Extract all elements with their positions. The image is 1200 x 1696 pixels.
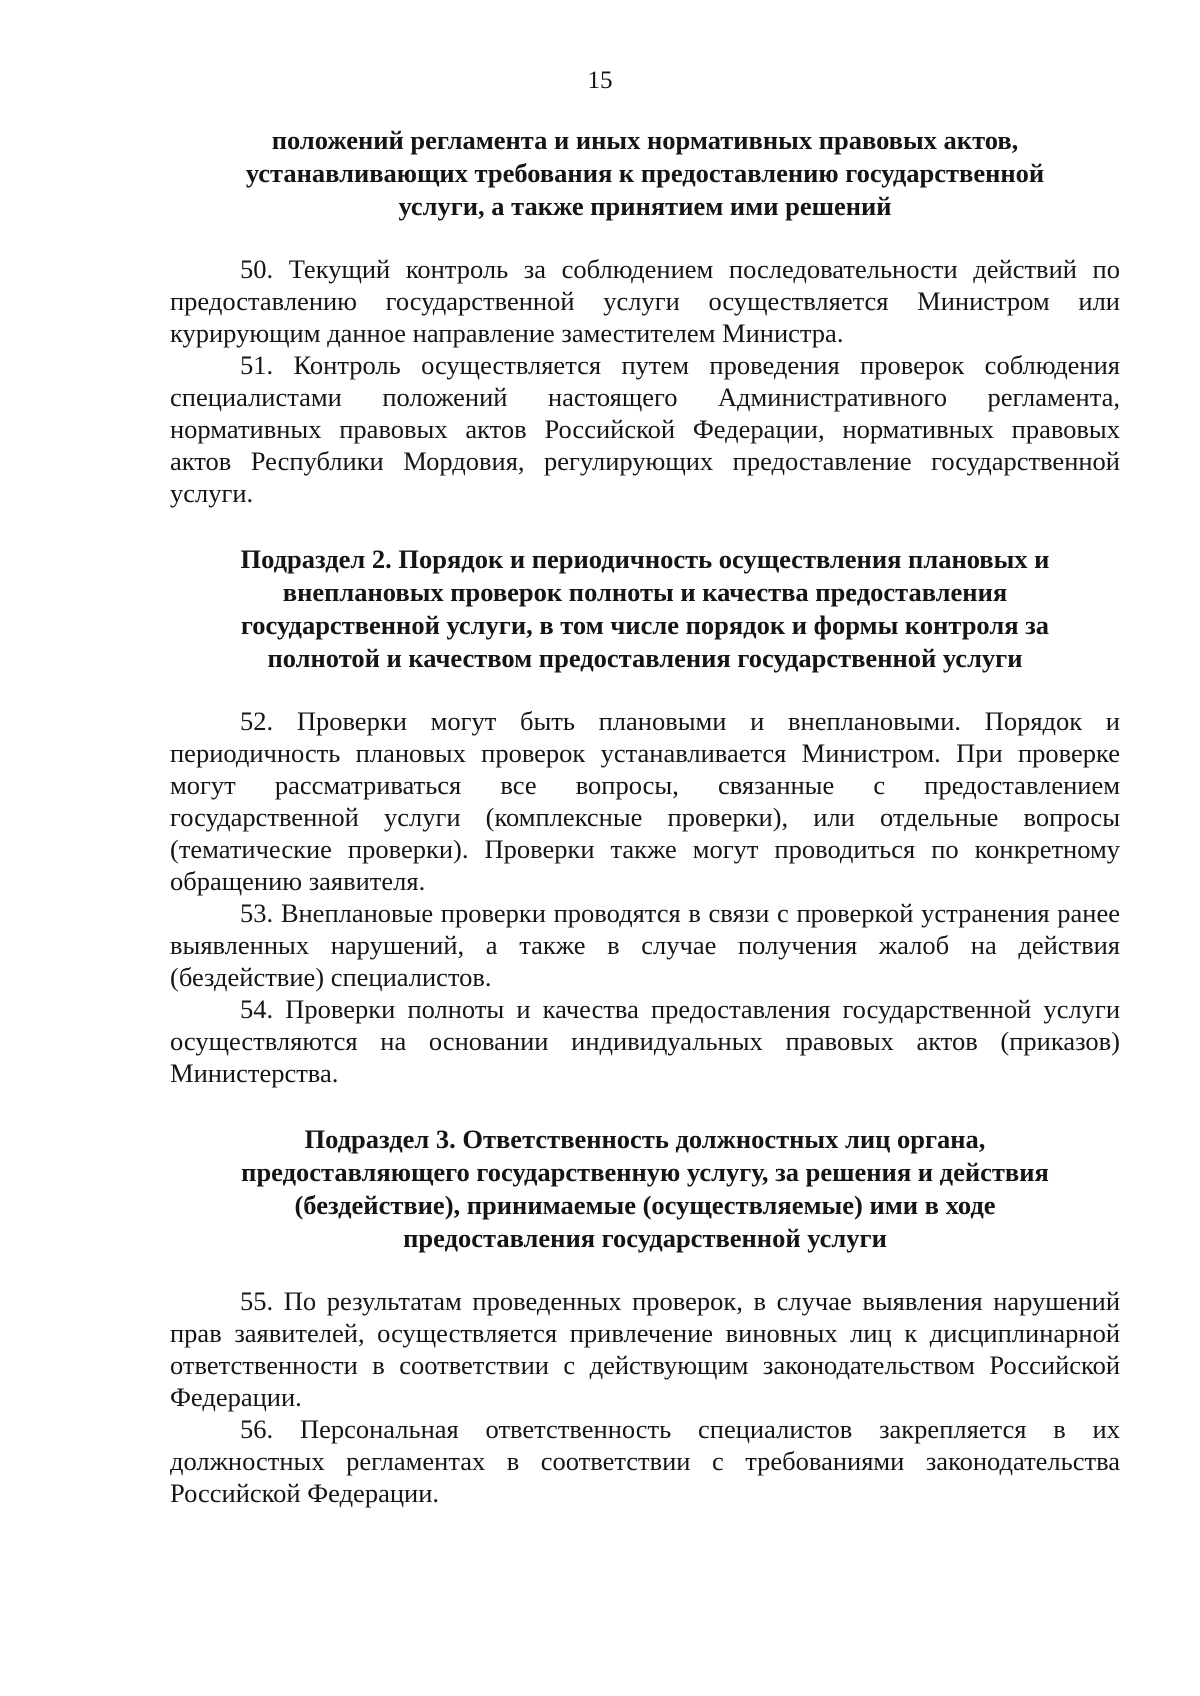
paragraph-56: 56. Персональная ответственность специалистов закрепляется в их должностных регламентах в соответствии с требованиями законодательства Российской Федерации. (170, 1414, 1120, 1508)
paragraph-52: 52. Проверки могут быть плановыми и внеплановыми. Порядок и периодичность плановых проверок устанавливается Министром. При проверке могут рассматриваться все вопросы, связанные с предоставлением государственной услуги (комплексные проверки), или отдельные вопросы (тематические проверки). Проверки также могут проводиться по конкретному обращению заявителя. (170, 706, 1120, 896)
section-heading-1 (170, 124, 1120, 223)
section-heading-3 (170, 1123, 1120, 1255)
paragraph-54: 54. Проверки полноты и качества предоставления государственной услуги осуществляются на основании индивидуальных правовых актов (приказов) Министерства. (170, 994, 1120, 1088)
paragraph-53: 53. Внеплановые проверки проводятся в связи с проверкой устранения ранее выявленных нарушений, а также в случае получения жалоб на действия (бездействие) специалистов. (170, 898, 1120, 992)
heading-line: Подраздел 2. Порядок и периодичность осуществления плановых и (240, 544, 1050, 574)
heading-line: предоставления государственной услуги (403, 1223, 887, 1253)
heading-line: внеплановых проверок полноты и качества предоставления (282, 577, 1008, 607)
heading-line: предоставляющего государственную услугу, за решения и действия (241, 1157, 1049, 1187)
heading-line: положений регламента и иных нормативных правовых актов, (271, 125, 1019, 155)
heading-line: государственной услуги, в том числе порядок и формы контроля за (240, 610, 1050, 640)
heading-line: (бездействие), принимаемые (осуществляемые) ими в ходе (294, 1190, 996, 1220)
paragraph-55: 55. По результатам проведенных проверок, в случае выявления нарушений прав заявителей, осуществляется привлечение виновных лиц к дисциплинарной ответственности в соответствии с действующим законодательством Российской Федерации. (170, 1286, 1120, 1412)
section-heading-2 (170, 543, 1120, 675)
paragraph-50: 50. Текущий контроль за соблюдением последовательности действий по предоставлению государственной услуги осуществляется Министром или курирующим данное направление заместителем Министра. (170, 254, 1120, 348)
heading-line: устанавливающих требования к предоставлению государственной (245, 158, 1045, 188)
paragraph-51: 51. Контроль осуществляется путем проведения проверок соблюдения специалистами положений настоящего Административного регламента, нормативных правовых актов Российской Федерации, нормативных правовых актов Республики Мордовия, регулирующих предоставление государственной услуги. (170, 350, 1120, 508)
heading-line: услуги, а также принятием ими решений (398, 191, 892, 221)
page-number: 15 (587, 67, 613, 94)
heading-line: полнотой и качеством предоставления государственной услуги (267, 643, 1023, 673)
heading-line: Подраздел 3. Ответственность должностных лиц органа, (304, 1124, 986, 1154)
document-body (170, 124, 1120, 1509)
